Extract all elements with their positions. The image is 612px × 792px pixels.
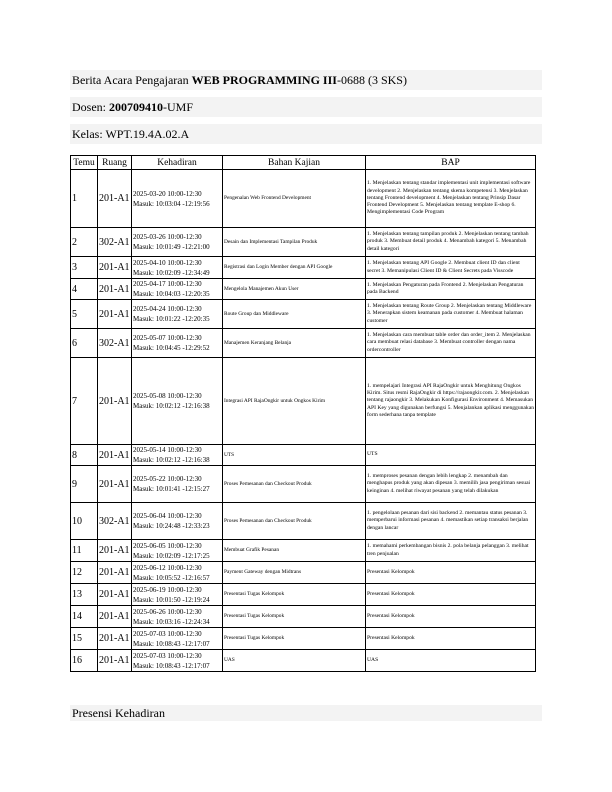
cell-bap: 1. Menjelaskan tentang Route Group 2. Menjelaskan tentang Middleware 3. Menerapkan sistem keamanan pada customer 4. Membuat halaman customer: [366, 300, 536, 329]
cell-jadwal: 2025-06-19 10:00-12:30: [133, 585, 202, 594]
cell-ruang: 201-A1: [98, 540, 132, 562]
cell-temu: 1: [71, 170, 98, 228]
cell-jadwal: 2025-06-04 10:00-12:30: [133, 512, 202, 520]
cell-bap: 1. memahami perkembangan bisnis 2. pola belanja pelanggan 3. melihat tren penjualan: [366, 540, 536, 562]
cell-temu: 2: [71, 228, 98, 257]
dosen-suffix: -UMF: [163, 100, 194, 114]
cell-masuk: Masuk: 10:02:12 -12:16:38: [133, 456, 210, 464]
header-bap: BAP: [366, 156, 536, 170]
cell-ruang: 302-A1: [98, 228, 132, 257]
cell-temu: 6: [71, 329, 98, 358]
cell-ruang: 302-A1: [98, 503, 132, 540]
cell-temu: 4: [71, 279, 98, 300]
cell-bap: 1. mempelajari Integrasi API RajaOngkir untuk Menghitung Ongkos Kirim. Situs resmi RajaOngkir di https://rajaongkir.com. 2. Menjelaskan tentang rajaongkir 3. Melakukan Konfigurasi Environment 4. Memasukan API Key yang digunakan berfungsi 5. Menjalankan aplikasi menggunakan form sederhana tanpa template: [366, 358, 536, 445]
cell-ruang: 201-A1: [98, 606, 132, 628]
cell-jadwal: 2025-07-03 10:00-12:30: [133, 651, 202, 660]
cell-temu: 13: [71, 584, 98, 606]
cell-ruang: 201-A1: [98, 562, 132, 584]
cell-temu: 3: [71, 257, 98, 279]
lecturer-info: [70, 97, 542, 117]
cell-ruang: 302-A1: [98, 329, 132, 358]
cell-bap: Presentasi Kelompok: [366, 584, 536, 606]
table-row: [71, 358, 536, 445]
cell-temu: 14: [71, 606, 98, 628]
cell-bahan-kajian: Payment Gateway dengan Midtrans: [223, 562, 366, 584]
title-prefix: Berita Acara Pengajaran: [72, 73, 192, 87]
cell-temu: 7: [71, 358, 98, 445]
cell-masuk: Masuk: 10:03:04 -12:19:56: [133, 199, 210, 208]
cell-masuk: Masuk: 10:02:12 -12:16:38: [133, 402, 210, 410]
cell-bap: 1. pengelolaan pesanan dari sisi backend 2. memantau status pesanan 3. memperbarui informasi pesanan 4. memastikan setiap transaksi berjalan dengan lancar: [366, 503, 536, 540]
cell-kehadiran: [132, 445, 223, 466]
table-row: [71, 584, 536, 606]
cell-bap: Presentasi Kelompok: [366, 628, 536, 650]
cell-masuk: Masuk: 10:05:52 -12:16:57: [133, 573, 210, 582]
cell-bahan-kajian: UTS: [223, 445, 366, 466]
cell-ruang: 201-A1: [98, 170, 132, 228]
cell-bahan-kajian: Proses Pemesanan dan Checkout Produk: [223, 503, 366, 540]
cell-jadwal: 2025-06-05 10:00-12:30: [133, 541, 202, 550]
cell-kehadiran: [132, 257, 223, 279]
table-row: [71, 562, 536, 584]
dosen-id: 200709410: [109, 100, 163, 114]
cell-bap: 1. Menjelaskan tentang tampilan produk 2. Menjelaskan tentang tambah produk 3. Membuat detail produk 4. Menambah kategori 5. Menambah detail kategori: [366, 228, 536, 257]
table-row: [71, 257, 536, 279]
cell-bap: Presentasi Kelompok: [366, 606, 536, 628]
table-row: [71, 606, 536, 628]
cell-kehadiran: [132, 628, 223, 650]
cell-kehadiran: [132, 228, 223, 257]
cell-bahan-kajian: Membuat Grafik Pesanan: [223, 540, 366, 562]
cell-masuk: Masuk: 10:24:48 -12:33:23: [133, 522, 210, 530]
cell-ruang: 201-A1: [98, 466, 132, 503]
cell-kehadiran: [132, 540, 223, 562]
cell-ruang: 201-A1: [98, 628, 132, 650]
cell-bahan-kajian: Desain dan Implementasi Tampilan Produk: [223, 228, 366, 257]
cell-temu: 15: [71, 628, 98, 650]
cell-bap: 1. Menjelaskan Pengaturan pada Frontend 2. Menjelaskan Pengaturan pada Backend: [366, 279, 536, 300]
cell-bap: 1. Menjelaskan cara membuat table order dan order_item 2. Menjelaskan cara membuat relasi database 3. Membuat controller dengan nama ordercontroller: [366, 329, 536, 358]
table-row: [71, 279, 536, 300]
table-row: [71, 540, 536, 562]
table-row: [71, 466, 536, 503]
cell-bap: UTS: [366, 445, 536, 466]
cell-bahan-kajian: Presentasi Tugas Kelompok: [223, 628, 366, 650]
cell-masuk: Masuk: 10:01:50 -12:19:24: [133, 595, 210, 604]
cell-bahan-kajian: Proses Pemesanan dan Checkout Produk: [223, 466, 366, 503]
cell-jadwal: 2025-05-22 10:00-12:30: [133, 475, 202, 483]
cell-ruang: 201-A1: [98, 650, 132, 672]
cell-ruang: 201-A1: [98, 358, 132, 445]
cell-jadwal: 2025-03-26 10:00-12:30: [133, 233, 202, 241]
cell-kehadiran: [132, 358, 223, 445]
cell-bahan-kajian: Route Group dan Middleware: [223, 300, 366, 329]
cell-masuk: Masuk: 10:04:45 -12:29:52: [133, 344, 210, 352]
cell-bahan-kajian: Manajemen Keranjang Belanja: [223, 329, 366, 358]
cell-temu: 11: [71, 540, 98, 562]
title-suffix: -0688 (3 SKS): [336, 73, 407, 87]
cell-kehadiran: [132, 584, 223, 606]
cell-jadwal: 2025-04-10 10:00-12:30: [133, 258, 202, 267]
cell-temu: 8: [71, 445, 98, 466]
cell-kehadiran: [132, 279, 223, 300]
cell-masuk: Masuk: 10:08:43 -12:17:07: [133, 661, 210, 670]
course-name: WEB PROGRAMMING III: [191, 73, 337, 87]
header-temu: Temu: [71, 156, 98, 170]
header-bahan-kajian: Bahan Kajian: [223, 156, 366, 170]
cell-kehadiran: [132, 650, 223, 672]
cell-kehadiran: [132, 466, 223, 503]
table-row: [71, 329, 536, 358]
table-row: [71, 170, 536, 228]
cell-kehadiran: [132, 329, 223, 358]
cell-bahan-kajian: Pengenalan Web Frontend Development: [223, 170, 366, 228]
cell-kehadiran: [132, 562, 223, 584]
cell-bap: Presentasi Kelompok: [366, 562, 536, 584]
cell-masuk: Masuk: 10:08:43 -12:17:07: [133, 639, 210, 648]
cell-jadwal: 2025-03-20 10:00-12:30: [133, 189, 202, 198]
cell-temu: 16: [71, 650, 98, 672]
cell-masuk: Masuk: 10:01:41 -12:15:27: [133, 485, 210, 493]
cell-kehadiran: [132, 503, 223, 540]
presensi-heading: Presensi Kehadiran: [70, 705, 542, 721]
document-title: [70, 70, 542, 90]
table-header-row: [71, 156, 536, 170]
cell-bahan-kajian: Mengelola Manajemen Akun User: [223, 279, 366, 300]
cell-kehadiran: [132, 606, 223, 628]
cell-masuk: Masuk: 10:02:09 -12:17:25: [133, 551, 210, 560]
table-row: [71, 445, 536, 466]
header-ruang: Ruang: [98, 156, 132, 170]
cell-jadwal: 2025-05-07 10:00-12:30: [133, 334, 202, 342]
cell-kehadiran: [132, 300, 223, 329]
table-body: [71, 170, 536, 672]
cell-bahan-kajian: Presentasi Tugas Kelompok: [223, 584, 366, 606]
cell-temu: 9: [71, 466, 98, 503]
cell-jadwal: 2025-06-12 10:00-12:30: [133, 563, 202, 572]
table-row: [71, 503, 536, 540]
table-row: [71, 628, 536, 650]
cell-jadwal: 2025-04-24 10:00-12:30: [133, 305, 202, 313]
table-row: [71, 650, 536, 672]
cell-bap: 1. memproses pesanan dengan lebih lengkap 2. menambah dan menghapus produk yang akan dipesan 3. memilih jasa pengiriman sesuai keinginan 4. melihat riwayat pesanan yang telah dilakukan: [366, 466, 536, 503]
cell-bap: UAS: [366, 650, 536, 672]
cell-masuk: Masuk: 10:03:16 -12:24:34: [133, 617, 210, 626]
cell-jadwal: 2025-05-08 10:00-12:30: [133, 392, 202, 400]
cell-jadwal: 2025-07-03 10:00-12:30: [133, 629, 202, 638]
cell-bahan-kajian: UAS: [223, 650, 366, 672]
cell-jadwal: 2025-04-17 10:00-12:30: [133, 280, 202, 288]
attendance-table: [70, 155, 536, 672]
cell-kehadiran: [132, 170, 223, 228]
table-row: [71, 300, 536, 329]
cell-ruang: 201-A1: [98, 300, 132, 329]
cell-bap: 1. Menjelaskan tentang standar implementasi unit implementasi software development 2. Menjelaskan tentang skema kompetensi 3. Menjelaskan tentang Frontend development 4. Menjelaskan tentang Prinsip Dasar Frontend Development 5. Menjelaskan tentang template E-shop 6. Mengimplementasi Code Program: [366, 170, 536, 228]
cell-jadwal: 2025-05-14 10:00-12:30: [133, 446, 202, 454]
dosen-label: Dosen:: [72, 100, 109, 114]
cell-ruang: 201-A1: [98, 445, 132, 466]
cell-ruang: 201-A1: [98, 279, 132, 300]
cell-temu: 10: [71, 503, 98, 540]
cell-bap: 1. Menjelaskan tentang API Google 2. Membuat client ID dan client secret 3. Memanipulasi Client ID & Client Secrets pada Visscode: [366, 257, 536, 279]
header-kehadiran: Kehadiran: [132, 156, 223, 170]
cell-masuk: Masuk: 10:02:09 -12:34:49: [133, 268, 210, 277]
cell-jadwal: 2025-06-26 10:00-12:30: [133, 607, 202, 616]
cell-ruang: 201-A1: [98, 584, 132, 606]
cell-masuk: Masuk: 10:04:03 -12:20:35: [133, 290, 210, 298]
cell-masuk: Masuk: 10:01:22 -12:20:35: [133, 315, 210, 323]
cell-masuk: Masuk: 10:01:49 -12:21:00: [133, 243, 210, 251]
cell-temu: 5: [71, 300, 98, 329]
cell-bahan-kajian: Registrasi dan Login Member dengan API Google: [223, 257, 366, 279]
cell-bahan-kajian: Integrasi API RajaOngkir untuk Ongkos Kirim: [223, 358, 366, 445]
cell-ruang: 201-A1: [98, 257, 132, 279]
cell-temu: 12: [71, 562, 98, 584]
table-row: [71, 228, 536, 257]
cell-bahan-kajian: Presentasi Tugas Kelompok: [223, 606, 366, 628]
class-info: Kelas: WPT.19.4A.02.A: [70, 124, 542, 144]
